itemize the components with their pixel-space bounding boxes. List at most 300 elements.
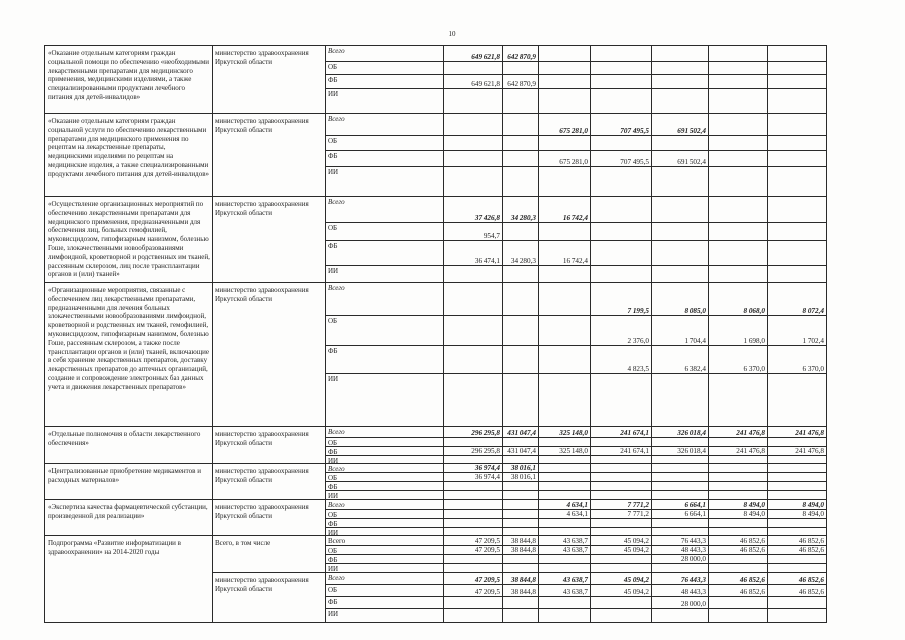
value-cell — [709, 555, 768, 564]
source-cell: ФБ — [326, 519, 444, 528]
value-cell — [591, 75, 652, 89]
value-cell: 45 094,2 — [591, 546, 652, 555]
value-cell: 47 209,5 — [444, 536, 503, 546]
source-cell: Всего — [326, 283, 444, 316]
value-cell: 4 634,1 — [539, 500, 591, 510]
value-cell — [591, 555, 652, 564]
value-cell — [444, 456, 503, 464]
value-cell — [444, 491, 503, 500]
value-cell: 43 638,7 — [539, 585, 591, 597]
value-cell: 691 502,4 — [652, 151, 709, 167]
source-cell: ФБ — [326, 482, 444, 491]
value-cell: 38 844,8 — [503, 585, 539, 597]
value-cell — [503, 555, 539, 564]
value-cell — [539, 62, 591, 75]
value-cell — [591, 46, 652, 62]
source-cell: ФБ — [326, 151, 444, 167]
executor-cell: министерство здравоохранения Иркутской области — [213, 283, 326, 427]
source-cell: ИИ — [326, 456, 444, 464]
value-cell — [768, 167, 827, 197]
source-cell: ОБ — [326, 438, 444, 447]
value-cell: 45 094,2 — [591, 536, 652, 546]
source-cell: Всего — [326, 197, 444, 223]
value-cell: 6 382,4 — [652, 346, 709, 374]
value-cell: 241 674,1 — [591, 427, 652, 438]
value-cell — [652, 564, 709, 573]
value-cell — [539, 555, 591, 564]
value-cell — [503, 223, 539, 241]
value-cell — [539, 473, 591, 482]
program-item-cell: «Осуществление организационных мероприятий по обеспечению лекарственными препаратами для медицинского применения, предназначенными для обеспечения лиц, больных гемофилией, муковисцидозом, гипофизарным нанизмом, болезнью Гоше, злокачественными новообразованиями лимфоидной, кроветворной и родственных им тканей, рассеянным склерозом, лиц после трансплантации органов и (или) тканей» — [45, 197, 213, 283]
value-cell — [652, 491, 709, 500]
value-cell — [768, 519, 827, 528]
value-cell — [444, 528, 503, 536]
program-item-cell: «Оказание отдельным категориям граждан социальной услуги по обеспечению лекарственными препаратами для медицинского применения по рецептам на лекарственные препараты, медицинскими изделиями по рецептам на медицинские изделия, а также специализированными продуктами лечебного питания для детей-инвалидов» — [45, 114, 213, 197]
value-cell — [503, 62, 539, 75]
value-cell — [591, 464, 652, 473]
executor-cell: министерство здравоохранения Иркутской области — [213, 197, 326, 283]
value-cell — [709, 374, 768, 427]
value-cell — [652, 46, 709, 62]
source-cell: ИИ — [326, 89, 444, 114]
value-cell — [503, 283, 539, 316]
source-cell: Всего — [326, 536, 444, 546]
value-cell — [652, 197, 709, 223]
value-cell — [503, 597, 539, 609]
value-cell — [539, 75, 591, 89]
value-cell: 296 295,8 — [444, 447, 503, 456]
value-cell: 48 443,3 — [652, 585, 709, 597]
value-cell: 675 281,0 — [539, 114, 591, 136]
value-cell: 241 476,8 — [709, 427, 768, 438]
source-cell: Всего — [326, 500, 444, 510]
source-cell: ФБ — [326, 346, 444, 374]
executor-cell: министерство здравоохранения Иркутской области — [213, 573, 326, 623]
value-cell — [539, 266, 591, 283]
value-cell: 296 295,8 — [444, 427, 503, 438]
value-cell: 46 852,6 — [709, 546, 768, 555]
value-cell — [768, 491, 827, 500]
value-cell — [652, 75, 709, 89]
value-cell — [503, 316, 539, 346]
source-cell: ИИ — [326, 167, 444, 197]
value-cell — [503, 482, 539, 491]
value-cell — [652, 241, 709, 266]
value-cell — [539, 167, 591, 197]
value-cell — [591, 456, 652, 464]
value-cell — [591, 62, 652, 75]
value-cell: 707 495,5 — [591, 114, 652, 136]
value-cell: 642 870,9 — [503, 46, 539, 62]
value-cell — [539, 136, 591, 151]
value-cell: 37 426,8 — [444, 197, 503, 223]
value-cell: 642 870,9 — [503, 75, 539, 89]
value-cell — [768, 473, 827, 482]
source-cell: ИИ — [326, 609, 444, 623]
value-cell: 431 047,4 — [503, 427, 539, 438]
value-cell — [591, 473, 652, 482]
value-cell — [768, 62, 827, 75]
value-cell: 16 742,4 — [539, 241, 591, 266]
value-cell — [591, 491, 652, 500]
value-cell — [652, 482, 709, 491]
value-cell: 325 148,0 — [539, 427, 591, 438]
value-cell: 954,7 — [444, 223, 503, 241]
value-cell — [444, 609, 503, 623]
value-cell — [709, 482, 768, 491]
value-cell: 46 852,6 — [768, 546, 827, 555]
value-cell — [444, 136, 503, 151]
value-cell — [768, 564, 827, 573]
value-cell — [652, 519, 709, 528]
value-cell: 675 281,0 — [539, 151, 591, 167]
value-cell — [503, 510, 539, 519]
value-cell: 8 085,0 — [652, 283, 709, 316]
value-cell — [652, 136, 709, 151]
value-cell: 16 742,4 — [539, 197, 591, 223]
value-cell — [444, 564, 503, 573]
value-cell: 76 443,3 — [652, 536, 709, 546]
value-cell: 707 495,5 — [591, 151, 652, 167]
value-cell: 1 702,4 — [768, 316, 827, 346]
value-cell — [444, 519, 503, 528]
value-cell — [709, 223, 768, 241]
value-cell: 47 209,5 — [444, 573, 503, 585]
value-cell — [539, 564, 591, 573]
value-cell — [709, 438, 768, 447]
value-cell — [591, 597, 652, 609]
value-cell: 691 502,4 — [652, 114, 709, 136]
value-cell — [709, 75, 768, 89]
value-cell — [709, 564, 768, 573]
value-cell — [709, 136, 768, 151]
value-cell — [444, 346, 503, 374]
value-cell: 8 494,0 — [709, 500, 768, 510]
value-cell: 46 852,6 — [709, 536, 768, 546]
value-cell — [503, 346, 539, 374]
value-cell: 46 852,6 — [768, 536, 827, 546]
page-number: 10 — [448, 30, 456, 38]
value-cell — [768, 597, 827, 609]
value-cell — [591, 241, 652, 266]
value-cell: 47 209,5 — [444, 585, 503, 597]
value-cell — [444, 62, 503, 75]
value-cell — [768, 555, 827, 564]
value-cell: 431 047,4 — [503, 447, 539, 456]
value-cell: 8 068,0 — [709, 283, 768, 316]
value-cell: 8 494,0 — [768, 500, 827, 510]
value-cell: 34 280,3 — [503, 241, 539, 266]
value-cell: 36 474,1 — [444, 241, 503, 266]
value-cell: 8 494,0 — [768, 510, 827, 519]
value-cell — [539, 438, 591, 447]
value-cell — [768, 456, 827, 464]
value-cell — [652, 266, 709, 283]
executor-cell: министерство здравоохранения Иркутской области — [213, 114, 326, 197]
source-cell: ИИ — [326, 491, 444, 500]
value-cell — [768, 223, 827, 241]
value-cell — [444, 316, 503, 346]
value-cell — [444, 374, 503, 427]
value-cell — [591, 197, 652, 223]
value-cell — [768, 528, 827, 536]
value-cell — [768, 197, 827, 223]
program-item-cell: «Организационные мероприятия, связанные с обеспечением лиц лекарственными препаратами, предназначенными для лечения больных злокачественными новообразованиями лимфоидной, кроветворной и родственных им тканей, гемофилией, муковисцидозом, гипофизарным нанизмом, болезнью Гоше, рассеянным склерозом, а также после трансплантации органов и (или) тканей, включающие в себя хранение лекарственных препаратов, доставку лекарственных препаратов до аптечных организаций, создание и сопровождение электронных баз данных учета и движения лекарственных препаратов» — [45, 283, 213, 427]
value-cell — [503, 564, 539, 573]
source-cell: ИИ — [326, 374, 444, 427]
value-cell — [768, 266, 827, 283]
value-cell — [709, 597, 768, 609]
value-cell: 7 771,2 — [591, 500, 652, 510]
value-cell: 36 974,4 — [444, 464, 503, 473]
value-cell: 649 621,8 — [444, 46, 503, 62]
value-cell — [591, 438, 652, 447]
value-cell — [709, 519, 768, 528]
source-cell: ИИ — [326, 266, 444, 283]
value-cell — [444, 500, 503, 510]
source-cell: ОБ — [326, 585, 444, 597]
value-cell — [503, 500, 539, 510]
value-cell: 43 638,7 — [539, 546, 591, 555]
source-cell: Всего — [326, 464, 444, 473]
value-cell: 1 704,4 — [652, 316, 709, 346]
value-cell — [652, 374, 709, 427]
source-cell: ИИ — [326, 528, 444, 536]
source-cell: ОБ — [326, 473, 444, 482]
value-cell: 28 000,0 — [652, 555, 709, 564]
value-cell: 241 476,8 — [709, 447, 768, 456]
value-cell — [768, 136, 827, 151]
value-cell: 46 852,6 — [709, 585, 768, 597]
value-cell — [768, 46, 827, 62]
value-cell — [652, 167, 709, 197]
value-cell — [652, 62, 709, 75]
value-cell — [591, 519, 652, 528]
value-cell: 8 494,0 — [709, 510, 768, 519]
source-cell: ОБ — [326, 316, 444, 346]
value-cell: 46 852,6 — [768, 573, 827, 585]
value-cell — [503, 374, 539, 427]
value-cell — [709, 151, 768, 167]
value-cell: 7 199,5 — [591, 283, 652, 316]
source-cell: ОБ — [326, 62, 444, 75]
value-cell — [709, 114, 768, 136]
value-cell — [768, 151, 827, 167]
value-cell — [591, 223, 652, 241]
value-cell: 48 443,3 — [652, 546, 709, 555]
value-cell: 6 664,1 — [652, 500, 709, 510]
value-cell: 43 638,7 — [539, 573, 591, 585]
source-cell: Всего — [326, 114, 444, 136]
value-cell — [591, 136, 652, 151]
source-cell: ОБ — [326, 510, 444, 519]
value-cell — [768, 241, 827, 266]
executor-cell: министерство здравоохранения Иркутской области — [213, 427, 326, 464]
value-cell — [503, 438, 539, 447]
value-cell — [444, 89, 503, 114]
value-cell — [539, 464, 591, 473]
source-cell: ФБ — [326, 555, 444, 564]
value-cell — [591, 89, 652, 114]
value-cell: 4 823,5 — [591, 346, 652, 374]
value-cell: 326 018,4 — [652, 427, 709, 438]
budget-table — [44, 45, 827, 623]
value-cell — [539, 89, 591, 114]
value-cell — [652, 528, 709, 536]
source-cell: ИИ — [326, 564, 444, 573]
value-cell — [652, 464, 709, 473]
value-cell: 326 018,4 — [652, 447, 709, 456]
value-cell: 6 370,0 — [709, 346, 768, 374]
value-cell — [768, 438, 827, 447]
value-cell — [652, 473, 709, 482]
value-cell: 38 844,8 — [503, 546, 539, 555]
value-cell — [503, 491, 539, 500]
value-cell — [652, 438, 709, 447]
value-cell — [709, 241, 768, 266]
value-cell: 241 476,8 — [768, 447, 827, 456]
value-cell: 241 476,8 — [768, 427, 827, 438]
value-cell: 1 698,0 — [709, 316, 768, 346]
value-cell — [444, 167, 503, 197]
value-cell: 38 844,8 — [503, 536, 539, 546]
value-cell: 7 771,2 — [591, 510, 652, 519]
value-cell — [709, 46, 768, 62]
value-cell — [444, 266, 503, 283]
value-cell — [768, 114, 827, 136]
source-cell: Всего — [326, 427, 444, 438]
value-cell: 4 634,1 — [539, 510, 591, 519]
program-item-cell: «Отдельные полномочия в области лекарственного обеспечения» — [45, 427, 213, 464]
executor-cell: министерство здравоохранения Иркутской области — [213, 500, 326, 536]
value-cell — [503, 456, 539, 464]
value-cell — [444, 151, 503, 167]
value-cell — [539, 456, 591, 464]
source-cell: ФБ — [326, 75, 444, 89]
source-cell: Всего — [326, 573, 444, 585]
value-cell — [539, 374, 591, 427]
value-cell: 649 621,8 — [444, 75, 503, 89]
program-item-cell: Подпрограмма «Развитие информатизации в здравоохранении» на 2014-2020 годы — [45, 536, 213, 623]
value-cell — [539, 46, 591, 62]
value-cell — [709, 167, 768, 197]
value-cell — [591, 167, 652, 197]
value-cell — [709, 89, 768, 114]
value-cell — [591, 609, 652, 623]
source-cell: ФБ — [326, 241, 444, 266]
value-cell — [539, 482, 591, 491]
program-item-cell: «Экспертиза качества фармацевтической субстанции, произведенной для реализации» — [45, 500, 213, 536]
value-cell: 38 844,8 — [503, 573, 539, 585]
value-cell — [768, 374, 827, 427]
value-cell — [652, 609, 709, 623]
value-cell — [709, 266, 768, 283]
value-cell: 28 000,0 — [652, 597, 709, 609]
value-cell — [539, 491, 591, 500]
source-cell: ОБ — [326, 223, 444, 241]
value-cell — [503, 167, 539, 197]
value-cell: 47 209,5 — [444, 546, 503, 555]
value-cell: 46 852,6 — [768, 585, 827, 597]
value-cell: 34 280,3 — [503, 197, 539, 223]
value-cell — [709, 464, 768, 473]
value-cell — [539, 528, 591, 536]
value-cell — [503, 114, 539, 136]
value-cell: 6 370,0 — [768, 346, 827, 374]
value-cell — [709, 197, 768, 223]
value-cell: 43 638,7 — [539, 536, 591, 546]
value-cell — [652, 456, 709, 464]
executor-cell: Всего, в том числе — [213, 536, 326, 573]
value-cell — [444, 510, 503, 519]
value-cell — [591, 564, 652, 573]
value-cell — [709, 62, 768, 75]
value-cell — [503, 136, 539, 151]
value-cell — [768, 464, 827, 473]
value-cell — [709, 473, 768, 482]
value-cell — [444, 438, 503, 447]
source-cell: ФБ — [326, 447, 444, 456]
value-cell: 8 072,4 — [768, 283, 827, 316]
value-cell — [591, 266, 652, 283]
source-cell: ФБ — [326, 597, 444, 609]
value-cell — [539, 597, 591, 609]
value-cell — [768, 482, 827, 491]
value-cell — [709, 456, 768, 464]
value-cell — [539, 283, 591, 316]
value-cell — [652, 223, 709, 241]
value-cell: 325 148,0 — [539, 447, 591, 456]
value-cell — [503, 89, 539, 114]
value-cell: 38 016,1 — [503, 464, 539, 473]
value-cell — [444, 555, 503, 564]
source-cell: ОБ — [326, 546, 444, 555]
value-cell: 241 674,1 — [591, 447, 652, 456]
value-cell — [444, 283, 503, 316]
value-cell: 38 016,1 — [503, 473, 539, 482]
value-cell — [503, 519, 539, 528]
value-cell: 76 443,3 — [652, 573, 709, 585]
value-cell — [539, 609, 591, 623]
value-cell — [539, 346, 591, 374]
value-cell — [652, 89, 709, 114]
value-cell — [503, 151, 539, 167]
executor-cell: министерство здравоохранения Иркутской области — [213, 464, 326, 500]
source-cell: ОБ — [326, 136, 444, 151]
value-cell — [591, 374, 652, 427]
source-cell: Всего — [326, 46, 444, 62]
value-cell — [768, 75, 827, 89]
value-cell — [768, 609, 827, 623]
value-cell — [709, 528, 768, 536]
value-cell — [444, 597, 503, 609]
program-item-cell: «Оказание отдельным категориям граждан социальной помощи по обеспечению «необходимыми лекарственными препаратами для медицинского применения, медицинскими изделиями, а также специализированными продуктами лечебного питания для детей-инвалидов» — [45, 46, 213, 114]
value-cell: 45 094,2 — [591, 585, 652, 597]
value-cell — [503, 266, 539, 283]
value-cell — [539, 519, 591, 528]
value-cell — [709, 609, 768, 623]
value-cell — [591, 482, 652, 491]
value-cell: 6 664,1 — [652, 510, 709, 519]
value-cell — [503, 528, 539, 536]
value-cell — [444, 114, 503, 136]
value-cell — [539, 316, 591, 346]
program-item-cell: «Централизованные приобретение медикаментов и расходных материалов» — [45, 464, 213, 500]
value-cell — [591, 528, 652, 536]
value-cell — [503, 609, 539, 623]
executor-cell: министерство здравоохранения Иркутской области — [213, 46, 326, 114]
value-cell — [768, 89, 827, 114]
